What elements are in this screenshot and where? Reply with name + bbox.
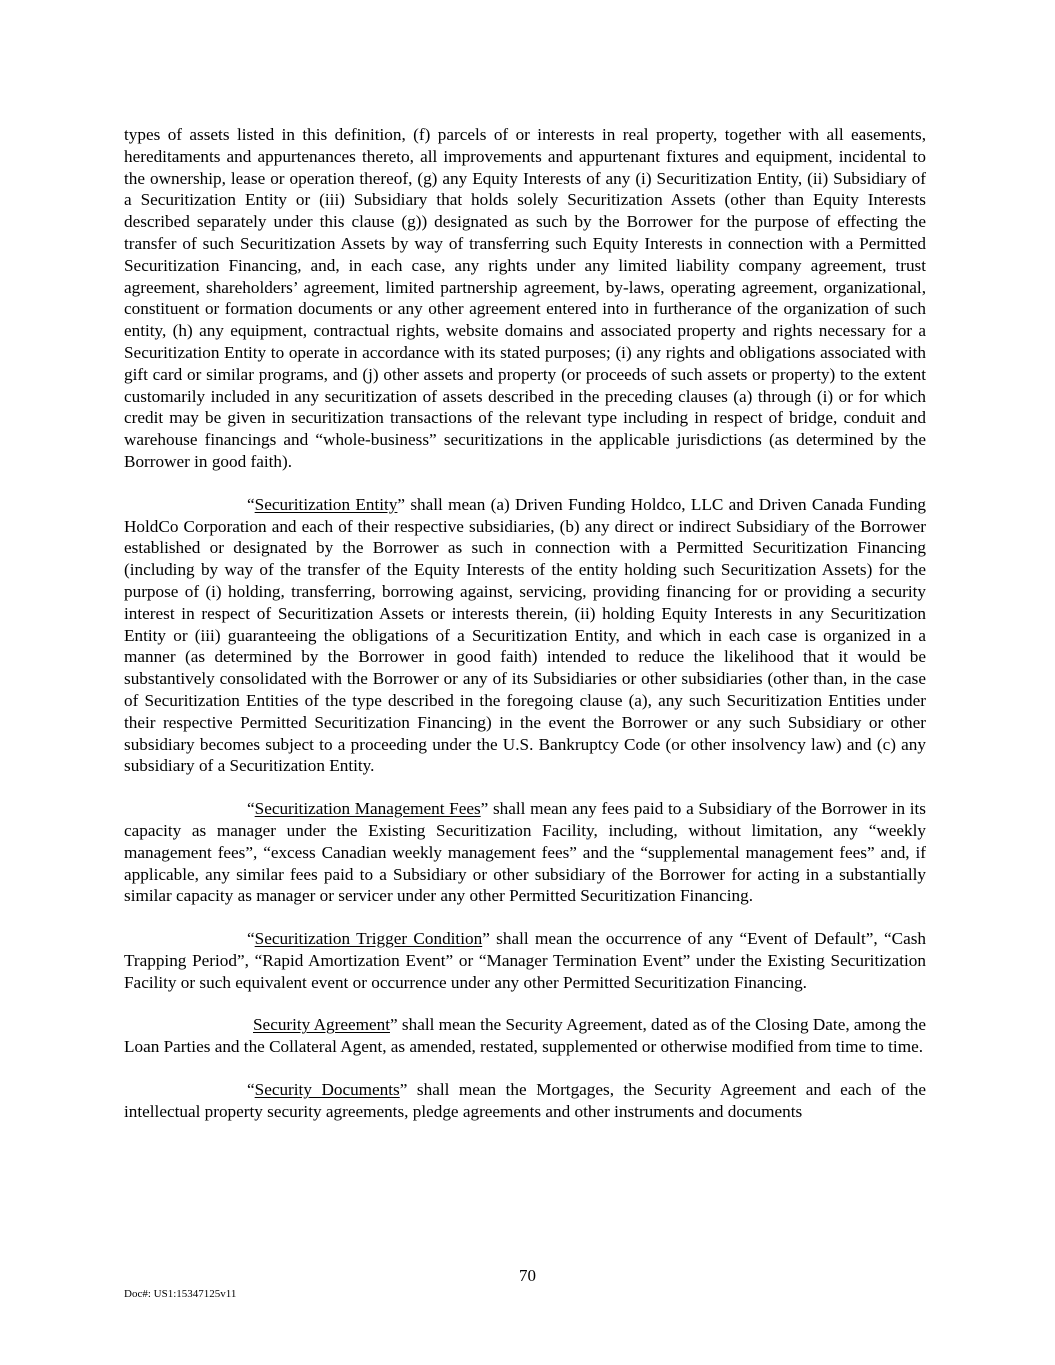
definition-text: ” shall mean the occurrence of any “Event of Default”, “Cash Trapping Period”, “Rapid Amortization Event” or “Manager Termination Event” under the Existing Securitization Facility or such equivalent event or occurrence under any other Permitted Securitization Financing.: [124, 929, 926, 992]
defined-term: Securitization Trigger Condition: [254, 929, 483, 949]
definition-securitization-management-fees: [124, 798, 926, 907]
open-quote: “: [247, 1080, 255, 1100]
document-id: Doc#: US1:15347125v11: [124, 1288, 237, 1300]
definition-security-documents: [124, 1079, 926, 1123]
definition-securitization-trigger-condition: [124, 928, 926, 993]
open-quote: “: [247, 799, 255, 819]
defined-term: Security Agreement: [253, 1015, 390, 1035]
open-quote: “: [247, 929, 255, 949]
page-number: 70: [519, 1266, 536, 1285]
open-quote: “: [247, 494, 255, 514]
definition-text: ” shall mean any fees paid to a Subsidiary of the Borrower in its capacity as manager under the Existing Securitization Facility, including, without limitation, any “weekly management fees”, “excess Canadian weekly management fees” and the “supplemental management fees” and, if applicable, any similar fees paid to a Subsidiary or other subsidiary of the Borrower for acting in a substantially similar capacity as manager or servicer under any other Permitted Securitization Financing.: [124, 799, 926, 906]
defined-term: Securitization Management Fees: [254, 799, 481, 819]
continuation-text: types of assets listed in this definition, (f) parcels of or interests in real property, together with all easements, hereditaments and appurtenances thereto, all improvements and appurtenant fixtures and equipment, incidental to the ownership, lease or operation thereof, (g) any Equity Interests of any (i) Securitization Entity, (ii) Subsidiary of a Securitization Entity or (iii) Subsidiary that holds solely Securitization Assets (other than Equity Interests described separately under this clause (g)) designated as such by the Borrower for the purpose of effecting the transfer of such Securitization Assets by way of transferring such Equity Interests in connection with a Permitted Securitization Financing, and, in each case, any rights under any limited liability company agreement, trust agreement, shareholders’ agreement, limited partnership agreement, by-laws, operating agreement, organizational, constituent or formation documents or any other agreement entered into in furtherance of the organization of such entity, (h) any equipment, contractual rights, website domains and associated property and rights necessary for a Securitization Entity to operate in accordance with its stated purposes; (i) any rights and obligations associated with gift card or similar programs, and (j) other assets and property (or proceeds of such assets or property) to the extent customarily included in any securitization of assets described in the preceding clauses (a) through (i) or for which credit may be given in securitization transactions of the relevant type including in respect of bridge, conduit and warehouse financings and “whole-business” securitizations in the applicable jurisdictions (as determined by the Borrower in good faith).: [124, 125, 926, 471]
definition-securitization-entity: [124, 494, 926, 777]
definition-text: ” shall mean the Mortgages, the Security Agreement and each of the intellectual property security agreements, pledge agreements and other instruments and documents: [124, 1080, 927, 1121]
definition-text: ” shall mean (a) Driven Funding Holdco, LLC and Driven Canada Funding HoldCo Corporation and each of their respective subsidiaries, (b) any direct or indirect Subsidiary of the Borrower established or designated by the Borrower as such in connection with a Permitted Securitization Financing (including by way of the transfer of the Equity Interests of the entity holding such Securitization Assets) for the purpose of (i) holding, transferring, borrowing against, servicing, providing financing for or providing a security interest in respect of Securitization Assets or interests therein, (ii) holding Equity Interests in any Securitization Entity or (iii) guaranteeing the obligations of a Securitization Entity, and which in each case is organized in a manner (as determined by the Borrower in good faith) intended to reduce the likelihood that it would be substantively consolidated with the Borrower or any of its Subsidiaries or other subsidiaries (other than, in the case of Securitization Entities of the type described in the foregoing clause (a), any such Securitization Entities under their respective Permitted Securitization Financing) in the event the Borrower or any such Subsidiary or other subsidiary becomes subject to a proceeding under the U.S. Bankruptcy Code (or other insolvency law) and (c) any subsidiary of a Securitization Entity.: [124, 494, 927, 776]
definition-text: ” shall mean the Security Agreement, dated as of the Closing Date, among the Loan Parties and the Collateral Agent, as amended, restated, supplemented or otherwise modified from time to time.: [124, 1015, 926, 1057]
defined-term: Securitization Entity: [254, 494, 398, 514]
definition-security-agreement: [124, 1014, 926, 1058]
definition-continuation: [124, 124, 926, 473]
defined-term: Security Documents: [254, 1080, 400, 1100]
document-body: [124, 124, 926, 1144]
